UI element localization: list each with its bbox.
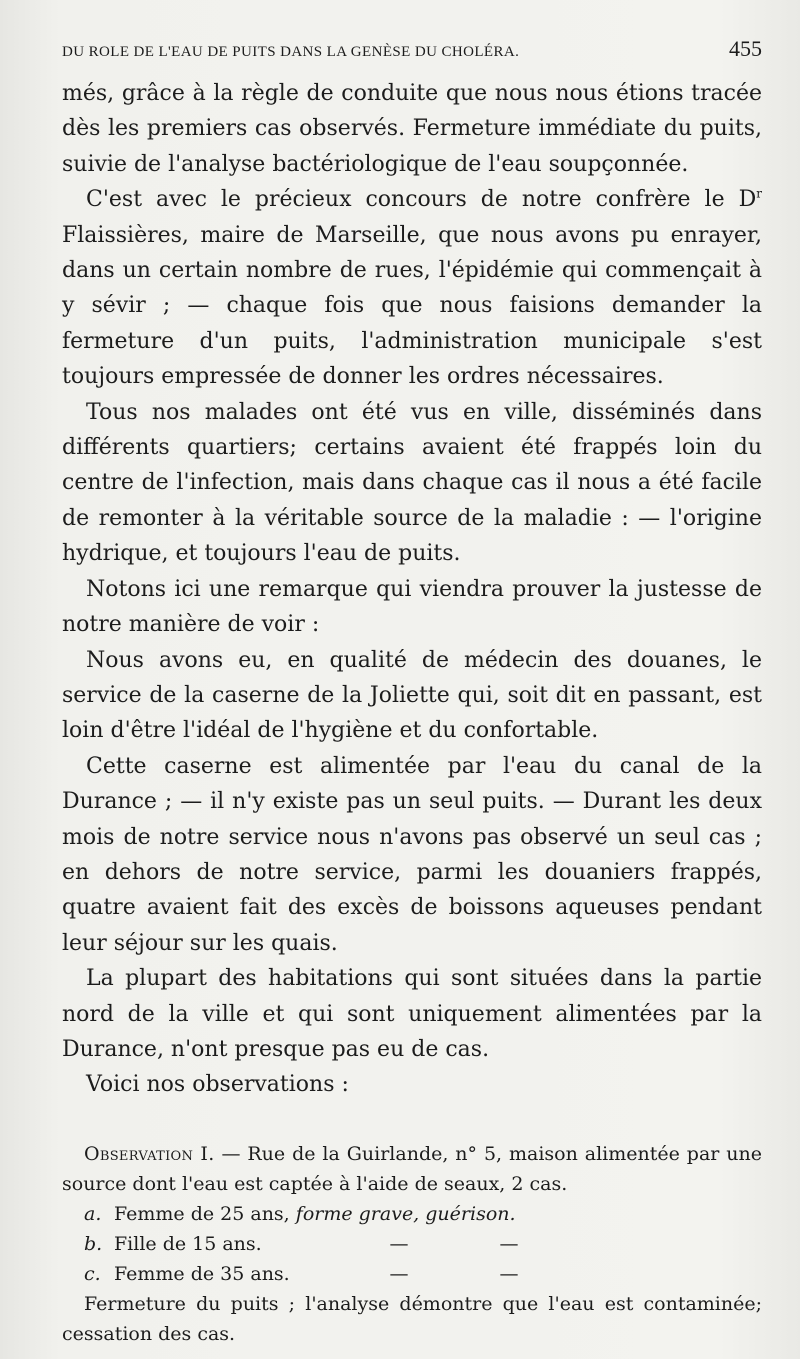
case-item [62,1259,762,1289]
running-title: DU ROLE DE L'EAU DE PUITS DANS LA GENÈSE DU CHOLÉRA. [62,44,520,60]
doctor-abbrev-sup: r [756,186,763,201]
ditto-dash: — [389,1232,409,1255]
case-letter: c. [84,1262,101,1285]
case-description: Fille de 15 ans. [114,1232,262,1255]
page-number: 455 [729,36,762,61]
paragraph-4: Notons ici une remarque qui viendra prouver la justesse de notre manière de voir : [62,576,762,638]
case-item [62,1229,762,1259]
observation-text: — Rue de la Guirlande, n° 5, maison alimentée par une source dont l'eau est captée à l'aide de seaux, 2 cas. [62,1142,762,1195]
doctor-abbrev: D [738,187,757,213]
observation-block [62,1139,762,1349]
observation-heading [62,1139,762,1199]
case-letter: a. [84,1202,102,1225]
case-description: Femme de 35 ans. [114,1262,290,1285]
case-detail: forme grave, guérison. [295,1202,516,1225]
ditto-dash: — [499,1262,519,1285]
case-letter: b. [84,1232,103,1255]
paragraph-1: més, grâce à la règle de conduite que nous nous étions tracée dès les premiers cas observés. Fermeture immédiate du puits, suivie de l'analyse bactériologique de l'eau soupçonnée. [62,81,762,177]
body-text [62,76,762,1103]
paragraph-2-rest: Flaissières, maire de Marseille, que nous avons pu enrayer, dans un certain nombre de rues, l'épidémie qui commençait à y sévir ; — chaque fois que nous faisions demander la fermeture d'un puits, l'administration municipale s'est toujours empressée de donner les ordres nécessaires. [62,222,762,390]
paragraph-7: La plupart des habitations qui sont situées dans la partie nord de la ville et qui sont uniquement alimentées par la Durance, n'ont presque pas eu de cas. [62,966,762,1062]
paragraph-5: Nous avons eu, en qualité de médecin des douanes, le service de la caserne de la Joliette qui, soit dit en passant, est loin d'être l'idéal de l'hygiène et du confortable. [62,647,762,744]
page-header [62,36,762,76]
paragraph-8: Voici nos observations : [86,1072,349,1098]
case-description: Femme de 25 ans, [114,1202,290,1225]
ditto-dash: — [499,1232,519,1255]
observation-label: Observation I. [84,1142,215,1165]
case-item [62,1199,762,1229]
paragraph-2-start: C'est avec le précieux concours de notre confrère le [86,187,725,213]
observation-conclusion: Fermeture du puits ; l'analyse démontre que l'eau est contaminée; cessation des cas. [62,1292,762,1345]
paragraph-6: Cette caserne est alimentée par l'eau du canal de la Durance ; — il n'y existe pas un seul puits. — Durant les deux mois de notre service nous n'avons pas observé un seul cas ; en dehors de notre service, parmi les douaniers frappés, quatre avaient fait des excès de boissons aqueuses pendant leur séjour sur les quais. [62,753,762,956]
paragraph-3: Tous nos malades ont été vus en ville, disséminés dans différents quartiers; certains avaient été frappés loin du centre de l'infection, mais dans chaque cas il nous a été facile de remonter à la véritable source de la maladie : — l'origine hydrique, et toujours l'eau de puits. [62,399,762,567]
ditto-dash: — [389,1262,409,1285]
paragraph-2 [62,182,762,394]
